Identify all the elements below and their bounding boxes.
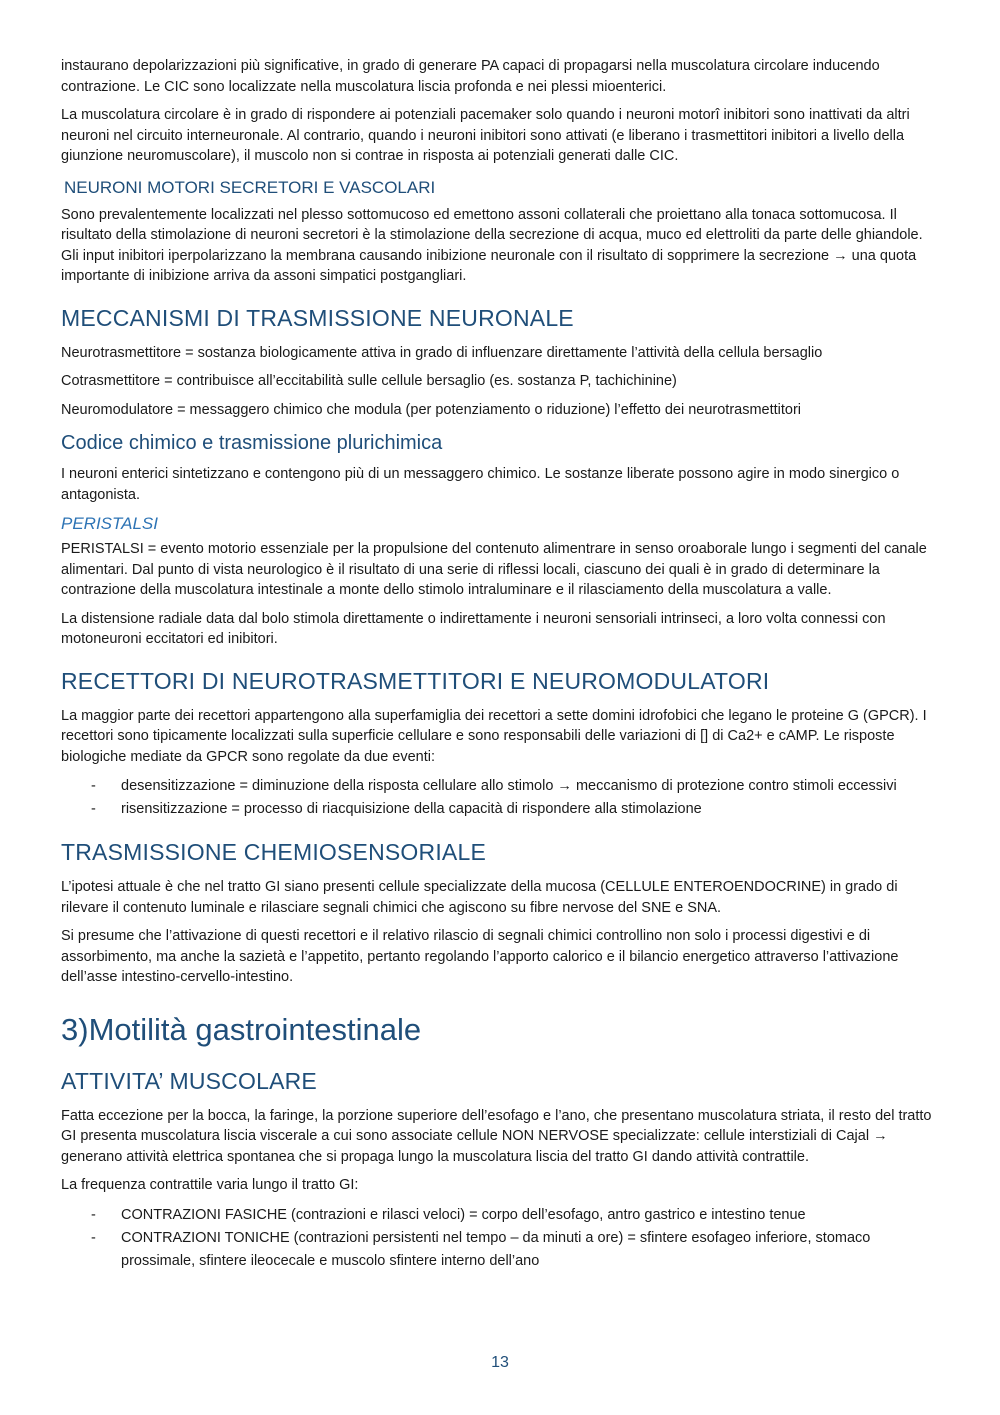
list-item — [61, 1204, 941, 1227]
bullet-list — [61, 1204, 941, 1273]
paragraph: Si presume che l’attivazione di questi recettori e il relativo rilascio di segnali chimici controllino non solo i processi digestivi e di assorbimento, ma anche la sazietà e l’appetito, pertanto regolando l’apporto calorico e il bilancio energetico attraverso l’attivazione dell’asse intestino-cervello-intestino. — [61, 928, 899, 985]
paragraph: Fatta eccezione per la bocca, la faringe, la porzione superiore dell’esofago e l’ano, che presentano muscolatura striata, il resto del tratto GI presenta muscolatura liscia viscerale a cui sono associate cellule NON NERVOSE specializzate: cellule interstiziali di Cajal → generano attività elettrica spontanea che si propaga lungo la muscolatura liscia del tratto GI dando attività contrattile. — [61, 1107, 932, 1165]
paragraph: La muscolatura circolare è in grado di rispondere ai potenziali pacemaker solo quando i neuroni motorî inibitori sono inattivati da altri neuroni nel circuito interneuronale. Al contrario, quando i neuroni inibitori sono attivati (e liberano i trasmettitori inibitori a livello della giunzione neuromuscolare), il muscolo non si contrae in risposta ai potenziali generati dalle CIC. — [61, 107, 910, 164]
bullet-dash: - — [91, 778, 96, 794]
subsection-heading-peristalsi: PERISTALSI — [61, 514, 158, 533]
list-item — [61, 798, 941, 821]
paragraph: Neuromodulatore = messaggero chimico che modula (per potenziamento o riduzione) l’effetto dei neurotrasmettitori — [61, 401, 802, 418]
paragraph: L’ipotesi attuale è che nel tratto GI siano presenti cellule specializzate della mucosa (CELLULE ENTEROENDOCRINE) in grado di rilevare il contenuto luminale e rilasciare segnali chimici che agiscono su fibre nervose del SNE e SNA. — [61, 879, 898, 916]
paragraph: PERISTALSI = evento motorio essenziale per la propulsione del contenuto alimentrare in senso oroaborale lungo i segmenti del canale alimentari. Dal punto di vista neurologico è il risultato di una serie di riflessi locali, ciascuno dei quali è in grado di determinare la contrazione della muscolatura intestinale a monte dello stimolo intraluminare e il rilasciamento della muscolatura a valle. — [61, 541, 927, 598]
section-heading-secretori: NEURONI MOTORI SECRETORI E VASCOLARI — [64, 177, 436, 197]
section-heading-attivita: ATTIVITA’ MUSCOLARE — [61, 1067, 317, 1094]
list-item-text: CONTRAZIONI FASICHE (contrazioni e rilasci veloci) = corpo dell’esofago, antro gastrico e intestino tenue — [121, 1206, 806, 1223]
paragraph: La frequenza contrattile varia lungo il tratto GI: — [61, 1177, 359, 1193]
paragraph: instaurano depolarizzazioni più significative, in grado di generare PA capaci di propagarsi nella muscolatura circolare inducendo contrazione. Le CIC sono localizzate nella muscolatura liscia profonda e nei plessi mioenterici. — [61, 58, 880, 95]
paragraph: La distensione radiale data dal bolo stimola direttamente o indirettamente i neuroni sensoriali intrinseci, a loro volta connessi con motoneuroni eccitatori ed inibitori. — [61, 610, 886, 647]
list-item-text: desensitizzazione = diminuzione della risposta cellulare allo stimolo → meccanismo di protezione contro stimoli eccessivi — [121, 778, 897, 794]
list-item-text: risensitizzazione = processo di riacquisizione della capacità di rispondere alla stimolazione — [121, 801, 702, 817]
list-item — [61, 1227, 941, 1273]
paragraph: Cotrasmettitore = contribuisce all’eccitabilità sulle cellule bersaglio (es. sostanza P, tachichinine) — [61, 373, 677, 389]
paragraph: Sono prevalentemente localizzati nel plesso sottomucoso ed emettono assoni collaterali che proiettano alla tonaca sottomucosa. Il risultato della stimolazione di neuroni secretori è la stimolazione della secrezione di acqua, muco ed elettroliti da parte delle ghiandole. Gli input inibitori iperpolarizzano la membrana causando inibizione neuronale con il risultato di sopprimere la secrezione → una quota importante di inibizione arriva da assoni simpatici postgangliari. — [61, 206, 923, 284]
paragraph: Neurotrasmettitore = sostanza biologicamente attiva in grado di influenzare direttamente l’attività della cellula bersaglio — [61, 344, 823, 361]
page-number: 13 — [491, 1354, 509, 1371]
list-item-text: CONTRAZIONI TONICHE (contrazioni persistenti nel tempo – da minuti a ore) = sfintere esofageo inferiore, stomaco prossimale, sfintere ileocecale e muscolo sfintere interno dell’ano — [121, 1229, 871, 1269]
paragraph: La maggior parte dei recettori appartengono alla superfamiglia dei recettori a sette domini idrofobici che legano le proteine G (GPCR). I recettori sono tipicamente localizzati sulla superficie cellulare e sono responsabili delle variazioni di [] di Ca2+ e cAMP. Le risposte biologiche mediate da GPCR sono regolate da due eventi: — [61, 707, 927, 765]
bullet-dash: - — [91, 1229, 96, 1246]
section-heading-recettori: RECETTORI DI NEUROTRASMETTITORI E NEUROMODULATORI — [61, 667, 770, 694]
chapter-heading: 3)Motilità gastrointestinale — [61, 1011, 422, 1047]
bullet-dash: - — [91, 1206, 96, 1223]
bullet-list — [61, 775, 941, 821]
subsection-heading-codice: Codice chimico e trasmissione plurichimica — [61, 432, 443, 454]
paragraph: I neuroni enterici sintetizzano e contengono più di un messaggero chimico. Le sostanze liberate possono agire in modo sinergico o antagonista. — [61, 466, 900, 503]
section-heading-chemiosensoriale: TRASMISSIONE CHEMIOSENSORIALE — [61, 839, 486, 865]
document-page — [61, 56, 941, 1281]
list-item — [61, 775, 941, 798]
bullet-dash: - — [91, 801, 96, 817]
section-heading-meccanismi: MECCANISMI DI TRASMISSIONE NEURONALE — [61, 304, 574, 331]
